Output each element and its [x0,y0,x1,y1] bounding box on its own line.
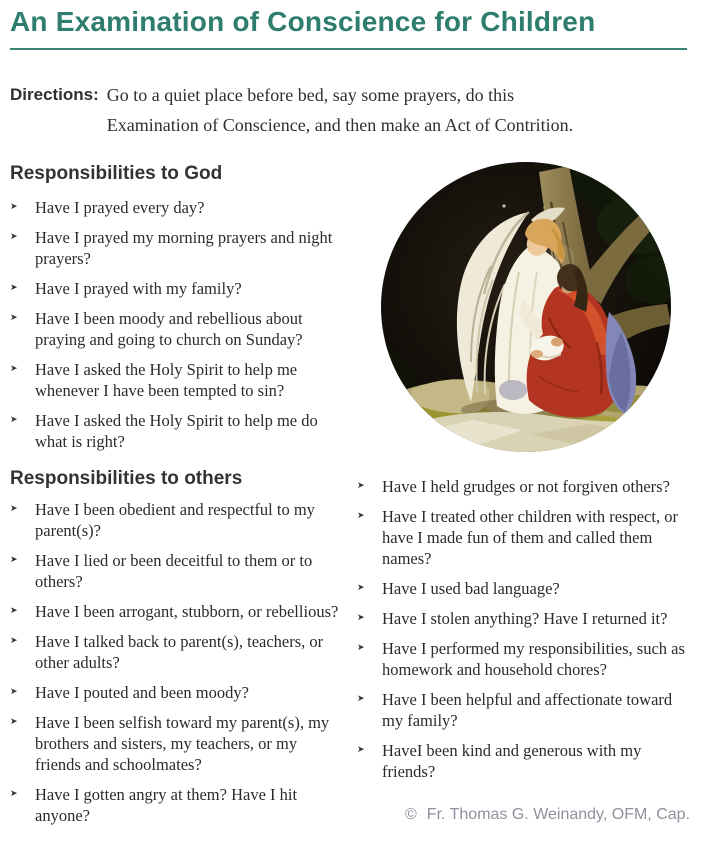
directions-label: Directions: [10,85,99,104]
title-divider [10,48,687,50]
list-item: ➤ Have I prayed my morning prayers and night prayers? [10,228,333,268]
arrow-bullet-icon: ➤ [10,504,18,514]
question-list-others-left [8,499,344,835]
page-title: An Examination of Conscience for Children [10,6,596,37]
list-item: ➤ Have I treated other children with respect, or have I made fun of them and called them names? [357,507,678,568]
list-item: ➤ Have I held grudges or not forgiven others? [357,477,670,496]
gethsemane-painting-svg [381,162,671,452]
arrow-bullet-icon: ➤ [357,583,365,593]
arrow-bullet-icon: ➤ [10,415,18,425]
arrow-bullet-icon: ➤ [357,694,365,704]
arrow-bullet-icon: ➤ [357,613,365,623]
question-list-god [8,197,346,461]
list-item: ➤ Have I lied or been deceitful to them or to others? [10,551,313,591]
list-item: ➤ Have I been moody and rebellious about praying and going to church on Sunday? [10,309,303,349]
list-item: ➤ Have I asked the Holy Spirit to help me do what is right? [10,411,318,451]
directions-paragraph [10,80,630,140]
list-item: ➤ Have I pouted and been moody? [10,683,249,702]
list-item: ➤ Have I been obedient and respectful to my parent(s)? [10,500,315,540]
arrow-bullet-icon: ➤ [357,511,365,521]
gethsemane-painting-image [381,162,671,452]
arrow-bullet-icon: ➤ [10,789,18,799]
list-item: ➤ HaveI been kind and generous with my friends? [357,741,642,781]
arrow-bullet-icon: ➤ [10,555,18,565]
list-item: ➤ Have I prayed every day? [10,198,205,217]
list-item: ➤ Have I talked back to parent(s), teachers, or other adults? [10,632,324,672]
question-list-others-right [355,476,695,791]
section-heading-god: Responsibilities to God [10,163,223,184]
arrow-bullet-icon: ➤ [10,636,18,646]
list-item: ➤ Have I stolen anything? Have I returned it? [357,609,668,628]
directions-text: Go to a quiet place before bed, say some prayers, do this Examination of Conscience, and then make an Act of Contrition. [106,85,574,135]
arrow-bullet-icon: ➤ [10,717,18,727]
arrow-bullet-icon: ➤ [10,364,18,374]
list-item: ➤ Have I gotten angry at them? Have I hit anyone? [10,785,298,825]
copyright-line [405,806,690,824]
list-item: ➤ Have I used bad language? [357,579,560,598]
arrow-bullet-icon: ➤ [357,481,365,491]
copyright-text: Fr. Thomas G. Weinandy, OFM, Cap. [426,806,690,823]
arrow-bullet-icon: ➤ [10,232,18,242]
list-item: ➤ Have I prayed with my family? [10,279,242,298]
arrow-bullet-icon: ➤ [357,745,365,755]
list-item: ➤ Have I asked the Holy Spirit to help me whenever I have been tempted to sin? [10,360,298,400]
arrow-bullet-icon: ➤ [10,313,18,323]
arrow-bullet-icon: ➤ [357,643,365,653]
list-item: ➤ Have I been helpful and affectionate toward my family? [357,690,673,730]
list-item: ➤ Have I been selfish toward my parent(s), my brothers and sisters, my teachers, or my friends and schoolmates? [10,713,330,774]
arrow-bullet-icon: ➤ [10,606,18,616]
arrow-bullet-icon: ➤ [10,202,18,212]
copyright-symbol: © [405,806,417,823]
arrow-bullet-icon: ➤ [10,687,18,697]
list-item: ➤ Have I been arrogant, stubborn, or rebellious? [10,602,339,621]
section-heading-others: Responsibilities to others [10,468,243,489]
list-item: ➤ Have I performed my responsibilities, such as homework and household chores? [357,639,685,679]
arrow-bullet-icon: ➤ [10,283,18,293]
